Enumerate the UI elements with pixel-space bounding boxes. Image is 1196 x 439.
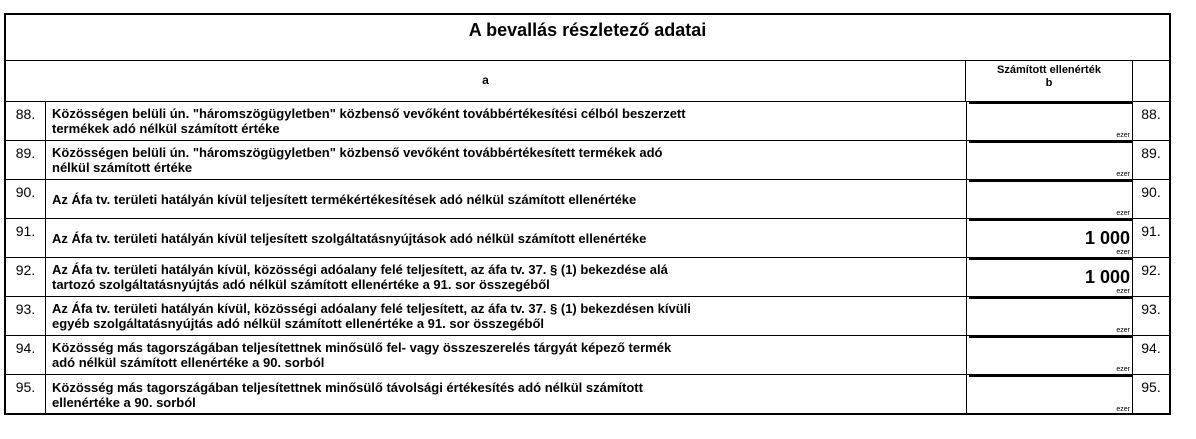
value-field-89[interactable]	[966, 141, 1133, 179]
table-row-90	[6, 180, 1169, 219]
row-number-right: 90.	[1141, 184, 1161, 200]
table-row-91	[6, 219, 1169, 258]
row-number-left: 95.	[6, 375, 46, 414]
row-description-line1: Közösségen belüli ún. "háromszögügyletben" közbenső vevőként továbbértékesített termékek adó	[52, 145, 663, 160]
table-row-95	[6, 375, 1169, 414]
table-row-94	[6, 336, 1169, 375]
row-description-line2: ellenértéke a 90. sorból	[52, 394, 196, 410]
header-col-b-title: Számított ellenérték	[997, 64, 1101, 76]
unit-label: ezer	[1116, 366, 1130, 373]
tax-return-detail-form	[4, 13, 1171, 415]
row-description-line1: Az Áfa tv. területi hatályán kívül teljesített szolgáltatásnyújtások adó nélkül számított ellenértéke	[52, 230, 647, 246]
value-amount: 1 000	[1084, 228, 1130, 248]
header-col-b	[966, 61, 1133, 101]
row-number-left: 92.	[6, 258, 46, 296]
value-field-92[interactable]	[966, 258, 1133, 296]
row-number-right: 95.	[1141, 379, 1161, 395]
value-field-93[interactable]	[966, 297, 1133, 335]
row-description-line2: egyéb szolgáltatásnyújtás adó nélkül számított ellenértéke a 91. sor összegéből	[52, 316, 545, 331]
row-description-line2: termékek adó nélkül számított értéke	[52, 121, 280, 136]
table-row-93	[6, 297, 1169, 336]
value-field-95[interactable]	[966, 375, 1133, 414]
unit-label: ezer	[1116, 132, 1130, 139]
row-number-right: 93.	[1141, 301, 1161, 317]
unit-label: ezer	[1116, 249, 1130, 256]
row-description-line1: Közösségen belüli ún. "háromszögügyletben" közbenső vevőként továbbértékesítési célból beszerzett	[52, 106, 686, 121]
row-description-line1: Közösség más tagországában teljesítettnek minősülő távolsági értékesítés adó nélkül számított	[52, 379, 643, 395]
row-number-left: 93.	[6, 297, 46, 335]
row-number-left: 90.	[6, 180, 46, 218]
row-description	[52, 180, 962, 218]
header-col-b-letter: b	[1045, 77, 1053, 89]
row-number-left: 94.	[6, 336, 46, 374]
header-col-a: a	[6, 61, 966, 101]
unit-label: ezer	[1116, 171, 1130, 178]
row-number-left: 91.	[6, 219, 46, 257]
row-description	[52, 258, 962, 296]
unit-label: ezer	[1116, 288, 1130, 295]
row-description-line2: tartozó szolgáltatásnyújtás adó nélkül számított ellenértéke a 91. sor összegéből	[52, 277, 550, 292]
value-field-88[interactable]	[966, 102, 1133, 140]
row-number-right: 94.	[1141, 340, 1161, 356]
row-description	[52, 102, 962, 140]
value-amount: 1 000	[1084, 267, 1130, 287]
row-number-right: 88.	[1141, 106, 1161, 122]
value-field-94[interactable]	[966, 336, 1133, 374]
row-description	[52, 141, 962, 179]
table-row-88	[6, 102, 1169, 141]
row-description	[52, 336, 962, 374]
row-description-line1: Az Áfa tv. területi hatályán kívül, közösségi adóalany felé teljesített, az áfa tv. 37. § (1) bekezdésen kívüli	[52, 301, 691, 316]
row-description-line1: Közösség más tagországában teljesítettnek minősülő fel- vagy összeszerelés tárgyát képező termék	[52, 340, 672, 355]
row-number-right: 92.	[1141, 262, 1161, 278]
row-description-line1: Az Áfa tv. területi hatályán kívül, közösségi adóalany felé teljesített, az áfa tv. 37. § (1) bekezdése alá	[52, 262, 668, 277]
row-description	[52, 219, 962, 257]
row-number-left: 88.	[6, 102, 46, 140]
row-description-line2: nélkül számított értéke	[52, 160, 193, 175]
row-number-right: 91.	[1141, 223, 1161, 239]
row-number-right: 89.	[1141, 145, 1161, 161]
form-title: A bevallás részletező adatai	[6, 15, 1169, 61]
row-number-left: 89.	[6, 141, 46, 179]
unit-label: ezer	[1116, 210, 1130, 217]
unit-label: ezer	[1116, 406, 1130, 413]
value-field-91[interactable]	[966, 219, 1133, 257]
table-row-89	[6, 141, 1169, 180]
table-header	[6, 61, 1169, 102]
row-description-line1: Az Áfa tv. területi hatályán kívül teljesített termékértékesítések adó nélkül számított ellenértéke	[52, 191, 637, 207]
value-field-90[interactable]	[966, 180, 1133, 218]
row-description-line2: adó nélkül számított ellenértéke a 90. sorból	[52, 355, 325, 370]
table-body	[6, 102, 1169, 414]
row-description	[52, 297, 962, 335]
unit-label: ezer	[1116, 327, 1130, 334]
row-description	[52, 375, 962, 414]
table-row-92	[6, 258, 1169, 297]
